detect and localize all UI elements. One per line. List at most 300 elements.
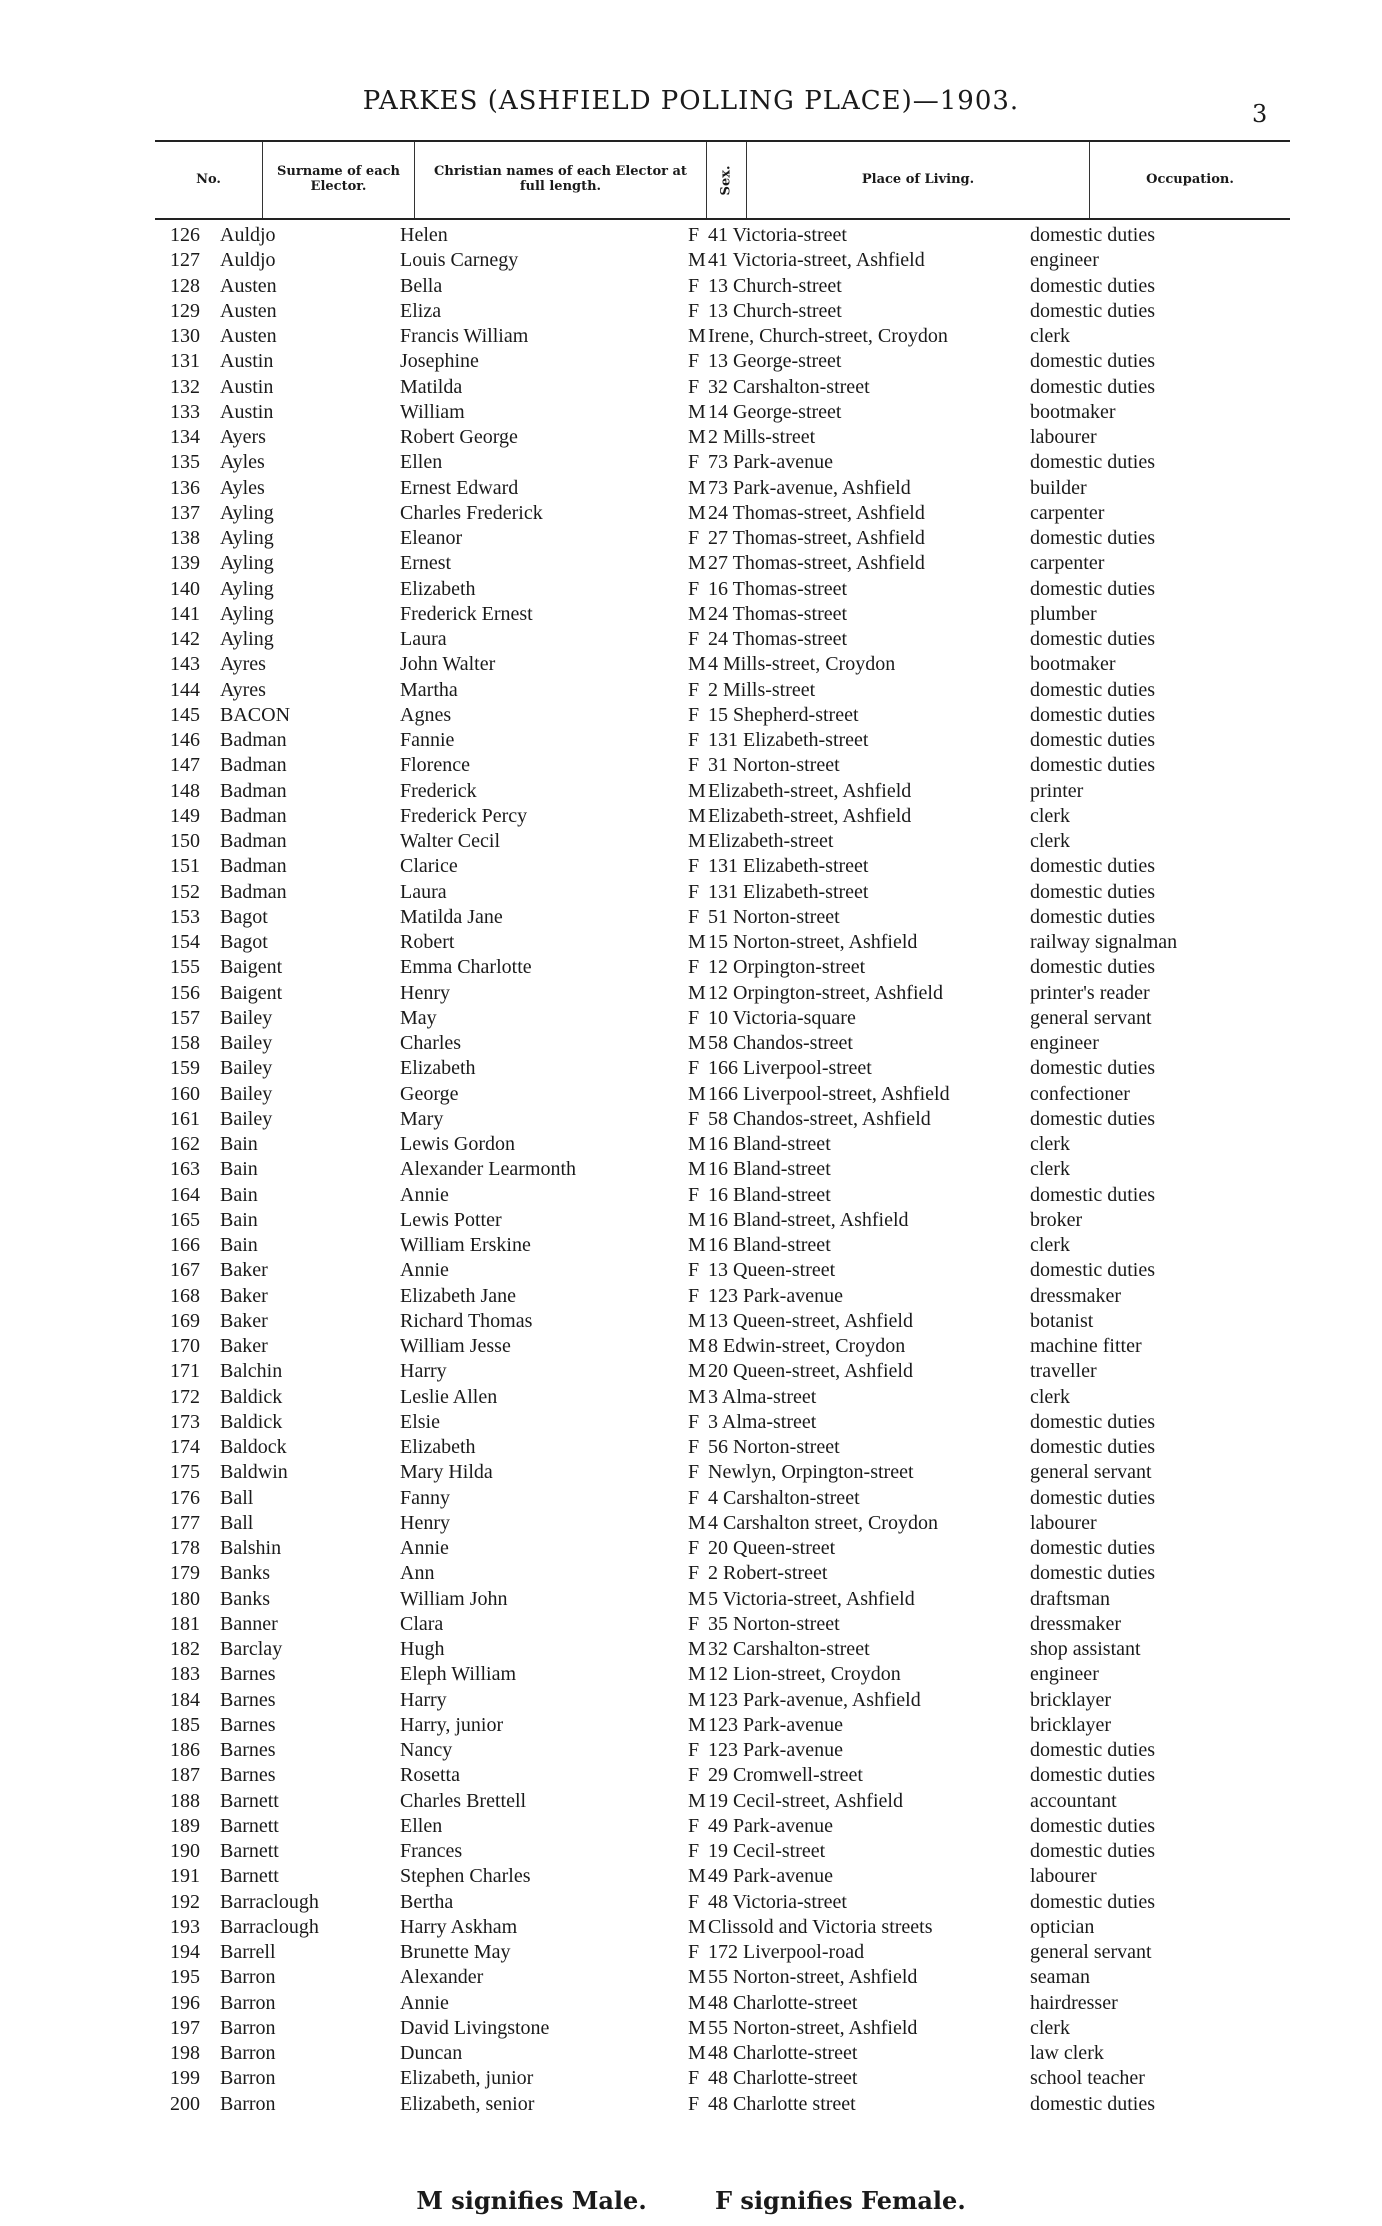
place-of-living-cell: 73 Park-avenue — [708, 451, 833, 474]
occupation-cell: traveller — [1030, 1360, 1097, 1383]
surname-cell: Baldick — [220, 1410, 283, 1433]
christian-names-cell: Richard Thomas — [400, 1309, 533, 1332]
place-of-living-cell: 4 Mills-street, Croydon — [708, 653, 896, 676]
page-number: 3 — [1252, 100, 1268, 128]
occupation-cell: clerk — [1030, 1158, 1070, 1181]
table-row — [0, 881, 1382, 906]
surname-cell: Ayles — [220, 451, 265, 474]
place-of-living-cell: 12 Lion-street, Croydon — [708, 1663, 901, 1686]
place-of-living-cell: Newlyn, Orpington-street — [708, 1461, 914, 1484]
table-row — [0, 1562, 1382, 1587]
sex-cell: F — [688, 1612, 700, 1635]
occupation-cell: domestic duties — [1030, 956, 1155, 979]
place-of-living-cell: 16 Thomas-street — [708, 577, 848, 600]
occupation-cell: general servant — [1030, 1941, 1152, 1963]
surname-cell: Austin — [220, 350, 274, 373]
christian-names-cell: Laura — [400, 880, 447, 903]
occupation-cell: engineer — [1030, 249, 1099, 272]
row-number: 156 — [170, 981, 200, 1004]
occupation-cell: bootmaker — [1030, 400, 1116, 423]
row-number: 175 — [170, 1461, 200, 1484]
table-row — [0, 754, 1382, 779]
sex-cell: M — [688, 249, 706, 272]
row-number: 157 — [170, 1006, 200, 1029]
row-number: 141 — [170, 602, 200, 625]
occupation-cell: confectioner — [1030, 1082, 1130, 1105]
row-number: 137 — [170, 501, 200, 524]
table-row — [0, 1108, 1382, 1133]
occupation-cell: botanist — [1030, 1309, 1094, 1332]
surname-cell: Barnes — [220, 1739, 276, 1761]
christian-names-cell: Harry — [400, 1360, 447, 1383]
surname-cell: Ayling — [220, 628, 274, 650]
place-of-living-cell: Clissold and Victoria streets — [708, 1915, 933, 1938]
table-row — [0, 1310, 1382, 1335]
surname-cell: Bain — [220, 1208, 258, 1231]
surname-cell: Austin — [220, 400, 274, 423]
row-number: 143 — [170, 653, 200, 676]
surname-cell: Austen — [220, 274, 277, 297]
place-of-living-cell: 16 Bland-street — [708, 1158, 831, 1181]
occupation-cell: domestic duties — [1030, 1814, 1155, 1837]
table-row — [0, 653, 1382, 678]
place-of-living-cell: 2 Robert-street — [708, 1562, 828, 1585]
sex-cell: F — [688, 1461, 700, 1484]
sex-cell: F — [688, 1107, 700, 1130]
christian-names-cell: Ernest — [400, 552, 452, 575]
christian-names-cell: Martha — [400, 678, 458, 701]
sex-cell: F — [688, 2092, 700, 2115]
occupation-cell: accountant — [1030, 1789, 1117, 1812]
place-of-living-cell: 13 Queen-street — [708, 1259, 836, 1282]
row-number: 145 — [170, 703, 200, 726]
place-of-living-cell: 4 Carshalton-street — [708, 1486, 860, 1509]
christian-names-cell: Helen — [400, 224, 448, 246]
table-row — [0, 1436, 1382, 1461]
christian-names-cell: Eleph William — [400, 1663, 517, 1686]
table-row — [0, 300, 1382, 325]
table-row — [0, 931, 1382, 956]
table-row — [0, 628, 1382, 653]
header-christian-names: Christian names of each Elector at full length. — [415, 142, 707, 218]
row-number: 185 — [170, 1713, 200, 1736]
sex-cell: M — [688, 1309, 706, 1332]
occupation-cell: domestic duties — [1030, 1183, 1155, 1206]
occupation-cell: clerk — [1030, 1133, 1070, 1155]
sex-cell: M — [688, 602, 706, 625]
place-of-living-cell: 3 Alma-street — [708, 1385, 817, 1408]
sex-cell: M — [688, 1133, 706, 1155]
occupation-cell: domestic duties — [1030, 880, 1155, 903]
surname-cell: Bain — [220, 1183, 258, 1206]
place-of-living-cell: 13 Church-street — [708, 274, 842, 297]
occupation-cell: school teacher — [1030, 2067, 1145, 2090]
sex-cell: M — [688, 1032, 706, 1054]
table-row — [0, 527, 1382, 552]
christian-names-cell: Walter Cecil — [400, 830, 501, 852]
row-number: 139 — [170, 552, 200, 575]
sex-cell: M — [688, 552, 706, 575]
place-of-living-cell: 15 Norton-street, Ashfield — [708, 931, 918, 953]
surname-cell: Barron — [220, 1966, 276, 1989]
occupation-cell: domestic duties — [1030, 1259, 1155, 1282]
surname-cell: Badman — [220, 779, 287, 802]
christian-names-cell: Charles Brettell — [400, 1789, 527, 1812]
table-row — [0, 1714, 1382, 1739]
row-number: 172 — [170, 1385, 200, 1408]
christian-names-cell: Laura — [400, 628, 447, 650]
christian-names-cell: Agnes — [400, 703, 452, 726]
occupation-cell: shop assistant — [1030, 1638, 1141, 1660]
christian-names-cell: Elsie — [400, 1410, 440, 1433]
occupation-cell: law clerk — [1030, 2042, 1104, 2064]
row-number: 186 — [170, 1739, 200, 1761]
surname-cell: Barrell — [220, 1941, 276, 1963]
sex-cell: M — [688, 1915, 706, 1938]
christian-names-cell: Ellen — [400, 451, 443, 474]
row-number: 193 — [170, 1915, 200, 1938]
christian-names-cell: Elizabeth, senior — [400, 2092, 535, 2115]
row-number: 148 — [170, 779, 200, 802]
table-row — [0, 1057, 1382, 1082]
surname-cell: Barron — [220, 2042, 276, 2064]
table-row — [0, 451, 1382, 476]
place-of-living-cell: 32 Carshalton-street — [708, 375, 870, 398]
place-of-living-cell: 31 Norton-street — [708, 754, 840, 777]
row-number: 132 — [170, 375, 200, 398]
christian-names-cell: Frederick Ernest — [400, 602, 533, 625]
occupation-cell: clerk — [1030, 804, 1070, 827]
table-row — [0, 1689, 1382, 1714]
sex-cell: M — [688, 1511, 706, 1534]
elector-list — [0, 224, 1382, 2118]
surname-cell: Barnes — [220, 1663, 276, 1686]
place-of-living-cell: 166 Liverpool-street — [708, 1057, 872, 1080]
sex-cell: M — [688, 476, 706, 499]
place-of-living-cell: 12 Orpington-street — [708, 956, 866, 979]
table-row — [0, 578, 1382, 603]
sex-cell: M — [688, 653, 706, 676]
row-number: 131 — [170, 350, 200, 373]
table-row — [0, 552, 1382, 577]
surname-cell: Barnett — [220, 1789, 279, 1812]
surname-cell: Baldick — [220, 1385, 283, 1408]
table-row — [0, 1663, 1382, 1688]
occupation-cell: plumber — [1030, 602, 1097, 625]
row-number: 158 — [170, 1032, 200, 1054]
occupation-cell: carpenter — [1030, 501, 1105, 524]
christian-names-cell: Harry Askham — [400, 1915, 518, 1938]
christian-names-cell: Elizabeth — [400, 1436, 476, 1458]
place-of-living-cell: 41 Victoria-street, Ashfield — [708, 249, 925, 272]
place-of-living-cell: 13 George-street — [708, 350, 842, 373]
place-of-living-cell: 56 Norton-street — [708, 1436, 840, 1458]
christian-names-cell: Charles Frederick — [400, 501, 543, 524]
table-row — [0, 1411, 1382, 1436]
table-row — [0, 2067, 1382, 2092]
place-of-living-cell: Elizabeth-street, Ashfield — [708, 804, 912, 827]
occupation-cell: general servant — [1030, 1461, 1152, 1484]
table-row — [0, 1259, 1382, 1284]
place-of-living-cell: 16 Bland-street, Ashfield — [708, 1208, 909, 1231]
place-of-living-cell: 12 Orpington-street, Ashfield — [708, 981, 943, 1004]
sex-cell: M — [688, 1335, 706, 1357]
page-title: PARKES (ASHFIELD POLLING PLACE)—1903. — [362, 86, 1020, 116]
sex-cell: F — [688, 2067, 700, 2090]
row-number: 151 — [170, 855, 200, 878]
place-of-living-cell: 49 Park-avenue — [708, 1814, 833, 1837]
surname-cell: Ayres — [220, 678, 266, 701]
surname-cell: Bain — [220, 1234, 258, 1256]
table-row — [0, 1386, 1382, 1411]
occupation-cell: general servant — [1030, 1006, 1152, 1029]
christian-names-cell: Matilda — [400, 375, 463, 398]
occupation-cell: labourer — [1030, 426, 1097, 448]
surname-cell: Baldwin — [220, 1461, 288, 1484]
occupation-cell: domestic duties — [1030, 729, 1155, 751]
row-number: 189 — [170, 1814, 200, 1837]
row-number: 199 — [170, 2067, 200, 2090]
christian-names-cell: Clarice — [400, 855, 458, 878]
christian-names-cell: May — [400, 1006, 437, 1029]
table-row — [0, 1613, 1382, 1638]
sex-cell: M — [688, 1158, 706, 1181]
occupation-cell: domestic duties — [1030, 375, 1155, 398]
christian-names-cell: Matilda Jane — [400, 905, 503, 928]
occupation-cell: engineer — [1030, 1663, 1099, 1686]
occupation-cell: dressmaker — [1030, 1284, 1122, 1307]
header-place-of-living: Place of Living. — [747, 142, 1090, 218]
surname-cell: Ayling — [220, 602, 274, 625]
place-of-living-cell: 41 Victoria-street — [708, 224, 847, 246]
christian-names-cell: George — [400, 1082, 459, 1105]
surname-cell: Barron — [220, 1991, 276, 2014]
surname-cell: Badman — [220, 855, 287, 878]
row-number: 136 — [170, 476, 200, 499]
row-number: 176 — [170, 1486, 200, 1509]
row-number: 130 — [170, 325, 200, 347]
row-number: 142 — [170, 628, 200, 650]
surname-cell: Badman — [220, 754, 287, 777]
sex-cell: F — [688, 224, 700, 246]
sex-cell: F — [688, 905, 700, 928]
row-number: 178 — [170, 1537, 200, 1559]
occupation-cell: optician — [1030, 1915, 1095, 1938]
sex-cell: M — [688, 1385, 706, 1408]
sex-cell: F — [688, 1259, 700, 1282]
row-number: 140 — [170, 577, 200, 600]
sex-cell: M — [688, 779, 706, 802]
row-number: 183 — [170, 1663, 200, 1686]
occupation-cell: clerk — [1030, 830, 1070, 852]
surname-cell: Barnes — [220, 1688, 276, 1711]
sex-cell: M — [688, 1713, 706, 1736]
occupation-cell: domestic duties — [1030, 577, 1155, 600]
row-number: 129 — [170, 299, 200, 322]
christian-names-cell: Alexander — [400, 1966, 484, 1989]
christian-names-cell: Elizabeth — [400, 1057, 476, 1080]
sex-cell: F — [688, 880, 700, 903]
table-row — [0, 1966, 1382, 1991]
place-of-living-cell: 10 Victoria-square — [708, 1006, 856, 1029]
table-row — [0, 1234, 1382, 1259]
surname-cell: Auldjo — [220, 224, 276, 246]
table-row — [0, 2042, 1382, 2067]
place-of-living-cell: Irene, Church-street, Croydon — [708, 325, 948, 347]
christian-names-cell: John Walter — [400, 653, 496, 676]
surname-cell: Barnes — [220, 1713, 276, 1736]
surname-cell: Barclay — [220, 1638, 283, 1660]
occupation-cell: broker — [1030, 1208, 1083, 1231]
table-row — [0, 2017, 1382, 2042]
place-of-living-cell: 19 Cecil-street — [708, 1840, 826, 1862]
sex-cell: M — [688, 1789, 706, 1812]
row-number: 164 — [170, 1183, 200, 1206]
christian-names-cell: Eleanor — [400, 527, 463, 549]
place-of-living-cell: 5 Victoria-street, Ashfield — [708, 1587, 915, 1610]
surname-cell: Barron — [220, 2067, 276, 2090]
occupation-cell: domestic duties — [1030, 754, 1155, 777]
table-row — [0, 1461, 1382, 1486]
place-of-living-cell: 13 Church-street — [708, 299, 842, 322]
surname-cell: Ayles — [220, 476, 265, 499]
legend-male: M signifies Male. — [416, 2186, 647, 2215]
row-number: 194 — [170, 1941, 200, 1963]
sex-cell: M — [688, 1234, 706, 1256]
surname-cell: Barraclough — [220, 1890, 319, 1913]
surname-cell: Ayers — [220, 426, 266, 448]
christian-names-cell: Annie — [400, 1183, 449, 1206]
row-number: 187 — [170, 1764, 200, 1787]
sex-cell: F — [688, 855, 700, 878]
occupation-cell: domestic duties — [1030, 1436, 1155, 1458]
sex-cell: F — [688, 1057, 700, 1080]
header-occupation: Occupation. — [1146, 171, 1234, 187]
table-row — [0, 1739, 1382, 1764]
occupation-cell: domestic duties — [1030, 1890, 1155, 1913]
surname-cell: Baigent — [220, 981, 283, 1004]
table-row — [0, 2093, 1382, 2118]
row-number: 190 — [170, 1840, 200, 1862]
christian-names-cell: William Erskine — [400, 1234, 531, 1256]
place-of-living-cell: 123 Park-avenue, Ashfield — [708, 1688, 921, 1711]
place-of-living-cell: 55 Norton-street, Ashfield — [708, 2016, 918, 2039]
occupation-cell: domestic duties — [1030, 678, 1155, 701]
table-row — [0, 1032, 1382, 1057]
occupation-cell: domestic duties — [1030, 1107, 1155, 1130]
row-number: 184 — [170, 1688, 200, 1711]
surname-cell: Ball — [220, 1511, 254, 1534]
sex-cell: M — [688, 2042, 706, 2064]
place-of-living-cell: Elizabeth-street — [708, 830, 834, 852]
occupation-cell: railway signalman — [1030, 931, 1178, 953]
sex-cell: F — [688, 1436, 700, 1458]
christian-names-cell: William — [400, 400, 465, 423]
surname-cell: Baldock — [220, 1436, 287, 1458]
table-row — [0, 729, 1382, 754]
table-row — [0, 805, 1382, 830]
christian-names-cell: William John — [400, 1587, 508, 1610]
occupation-cell: domestic duties — [1030, 703, 1155, 726]
surname-cell: Baker — [220, 1335, 268, 1357]
place-of-living-cell: 48 Charlotte-street — [708, 1991, 858, 2014]
occupation-cell: domestic duties — [1030, 299, 1155, 322]
christian-names-cell: Fannie — [400, 729, 455, 751]
occupation-cell: domestic duties — [1030, 1764, 1155, 1787]
row-number: 161 — [170, 1107, 200, 1130]
table-row — [0, 982, 1382, 1007]
table-row — [0, 603, 1382, 628]
table-row — [0, 780, 1382, 805]
occupation-cell: draftsman — [1030, 1587, 1110, 1610]
sex-cell: F — [688, 1284, 700, 1307]
surname-cell: Barron — [220, 2092, 276, 2115]
header-sex: Sex. — [707, 142, 747, 218]
place-of-living-cell: 24 Thomas-street — [708, 628, 848, 650]
christian-names-cell: Louis Carnegy — [400, 249, 519, 272]
occupation-cell: labourer — [1030, 1511, 1097, 1534]
header-surname: Surname of each Elector. — [263, 142, 415, 218]
surname-cell: Barnett — [220, 1840, 279, 1862]
occupation-cell: domestic duties — [1030, 1840, 1155, 1862]
christian-names-cell: Bertha — [400, 1890, 454, 1913]
table-row — [0, 376, 1382, 401]
row-number: 144 — [170, 678, 200, 701]
sex-cell: F — [688, 1890, 700, 1913]
place-of-living-cell: 4 Carshalton street, Croydon — [708, 1511, 938, 1534]
row-number: 162 — [170, 1133, 200, 1155]
sex-cell: F — [688, 1486, 700, 1509]
sex-cell: M — [688, 426, 706, 448]
place-of-living-cell: 20 Queen-street — [708, 1537, 836, 1559]
occupation-cell: clerk — [1030, 325, 1070, 347]
sex-cell: F — [688, 678, 700, 701]
christian-names-cell: Fanny — [400, 1486, 450, 1509]
christian-names-cell: Harry — [400, 1688, 447, 1711]
sex-cell: M — [688, 1663, 706, 1686]
row-number: 168 — [170, 1284, 200, 1307]
place-of-living-cell: 15 Shepherd-street — [708, 703, 859, 726]
place-of-living-cell: 172 Liverpool-road — [708, 1941, 865, 1963]
christian-names-cell: David Livingstone — [400, 2016, 550, 2039]
row-number: 198 — [170, 2042, 200, 2064]
christian-names-cell: Lewis Potter — [400, 1208, 502, 1231]
surname-cell: Ayres — [220, 653, 266, 676]
christian-names-cell: Bella — [400, 274, 443, 297]
occupation-cell: hairdresser — [1030, 1991, 1118, 2014]
christian-names-cell: Florence — [400, 754, 470, 777]
row-number: 173 — [170, 1410, 200, 1433]
surname-cell: Balshin — [220, 1537, 282, 1559]
place-of-living-cell: 2 Mills-street — [708, 426, 816, 448]
place-of-living-cell: 123 Park-avenue — [708, 1284, 843, 1307]
occupation-cell: domestic duties — [1030, 1057, 1155, 1080]
row-number: 133 — [170, 400, 200, 423]
sex-cell: M — [688, 1966, 706, 1989]
surname-cell: Badman — [220, 729, 287, 751]
place-of-living-cell: 131 Elizabeth-street — [708, 855, 869, 878]
table-row — [0, 1487, 1382, 1512]
table-row — [0, 249, 1382, 274]
header-no: No. — [155, 142, 263, 218]
surname-cell: Banks — [220, 1587, 270, 1610]
table-row — [0, 1916, 1382, 1941]
sex-cell: F — [688, 729, 700, 751]
place-of-living-cell: 24 Thomas-street, Ashfield — [708, 501, 925, 524]
occupation-cell: domestic duties — [1030, 1562, 1155, 1585]
sex-cell: F — [688, 1739, 700, 1761]
surname-cell: Barnett — [220, 1865, 279, 1888]
